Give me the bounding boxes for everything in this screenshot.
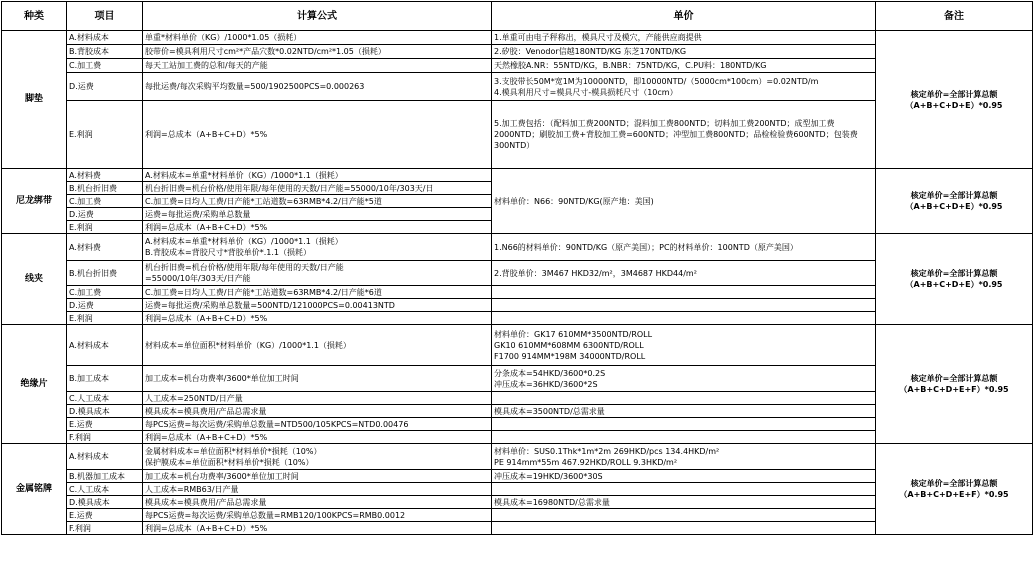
cell-line: 核定单价=全部计算总额 xyxy=(910,269,998,278)
cell-line: （A+B+C+D+E+F）*0.95 xyxy=(899,385,1009,394)
item-cell: B.机器加工成本 xyxy=(67,470,143,483)
table-row xyxy=(2,169,1033,182)
item-cell: A.材料费 xyxy=(67,234,143,261)
price-cell xyxy=(492,299,876,312)
cell-line: 核定单价=全部计算总额 xyxy=(910,374,998,383)
cell-line: 机台折旧费=机台价格/使用年限/每年使用的天数/日产能 xyxy=(145,263,344,272)
price-cell xyxy=(492,45,876,59)
price-cell xyxy=(492,59,876,73)
note-cell xyxy=(876,31,1033,169)
price-cell xyxy=(492,522,876,535)
price-cell xyxy=(492,169,876,234)
price-cell xyxy=(492,392,876,405)
price-cell xyxy=(492,366,876,392)
item-cell: F.利润 xyxy=(67,431,143,444)
price-cell xyxy=(492,234,876,261)
cell-line: 模具成本=模具费用/产品总需求量 xyxy=(145,406,267,416)
formula-cell xyxy=(143,299,492,312)
cell-line: 每PCS运费=每次运费/采购单总数量=RMB120/100KPCS=RMB0.0012 xyxy=(145,510,406,520)
formula-cell xyxy=(143,392,492,405)
formula-cell xyxy=(143,366,492,392)
item-cell: D.运费 xyxy=(67,208,143,221)
item-cell: E.运费 xyxy=(67,509,143,522)
price-cell xyxy=(492,286,876,299)
item-cell: A.材料成本 xyxy=(67,325,143,366)
cell-line: （A+B+C+D+E）*0.95 xyxy=(905,100,1003,110)
price-cell xyxy=(492,418,876,431)
cell-line: PE 914mm*55m 467.92HKD/ROLL 9.3HKD/m² xyxy=(494,457,678,467)
formula-cell xyxy=(143,405,492,418)
cell-line: 利润=总成本（A+B+C+D）*5% xyxy=(145,313,268,323)
cell-line: 材料单价：SUS0.1Thk*1m*2m 269HKD/pcs 134.4HKD/m² xyxy=(494,446,720,456)
price-cell xyxy=(492,431,876,444)
formula-cell xyxy=(143,195,492,208)
cell-line: 运费=每批运费/采购单总数量=500NTD/121000PCS=0.00413NTD xyxy=(145,300,395,310)
formula-cell xyxy=(143,483,492,496)
item-cell: A.材料成本 xyxy=(67,444,143,470)
cell-line: 模具成本=16980NTD/总需求量 xyxy=(494,497,610,507)
formula-cell xyxy=(143,221,492,234)
category-cell: 尼龙绑带 xyxy=(2,169,67,234)
note-cell xyxy=(876,234,1033,325)
formula-cell xyxy=(143,101,492,169)
cell-line: GK10 610MM*608MM 6300NTD/ROLL xyxy=(494,340,644,350)
price-cell xyxy=(492,73,876,101)
header-item: 项目 xyxy=(67,2,143,31)
cell-line: 金属材料成本=单位面积*材料单价*损耗（10%） xyxy=(145,446,322,456)
cell-line: 加工成本=机台功费率/3600*单位加工时间 xyxy=(145,374,299,383)
item-cell: B.机台折旧费 xyxy=(67,182,143,195)
formula-cell xyxy=(143,169,492,182)
item-cell: C.加工费 xyxy=(67,286,143,299)
item-cell: C.加工费 xyxy=(67,59,143,73)
formula-cell xyxy=(143,59,492,73)
formula-cell xyxy=(143,522,492,535)
formula-cell xyxy=(143,31,492,45)
price-cell xyxy=(492,483,876,496)
formula-cell xyxy=(143,418,492,431)
formula-cell xyxy=(143,470,492,483)
item-cell: C.人工成本 xyxy=(67,483,143,496)
formula-cell xyxy=(143,496,492,509)
category-cell: 金属铭牌 xyxy=(2,444,67,535)
formula-cell xyxy=(143,182,492,195)
cell-line: 核定单价=全部计算总额 xyxy=(910,191,998,200)
cell-line: （A+B+C+D+E）*0.95 xyxy=(905,202,1003,211)
header-category: 种类 xyxy=(2,2,67,31)
header-note: 备注 xyxy=(876,2,1033,31)
cell-line: 材料成本=单位面积*材料单价（KG）/1000*1.1（损耗） xyxy=(145,340,351,350)
header-row xyxy=(2,2,1033,31)
header-formula: 计算公式 xyxy=(143,2,492,31)
cell-line: 机台折旧费=机台价格/使用年限/每年使用的天数/日产能=55000/10年/303天/日 xyxy=(145,183,434,193)
cell-line: 人工成本=RMB63/日产量 xyxy=(145,484,239,494)
item-cell: E.利润 xyxy=(67,221,143,234)
table-body xyxy=(2,31,1033,535)
cell-line: 单重*材料单价（KG）/1000*1.05（损耗） xyxy=(145,33,302,42)
table-row xyxy=(2,444,1033,470)
cell-line: 利润=总成本（A+B+C+D）*5% xyxy=(145,432,268,442)
cell-line: 胶带价=模具利用尺寸cm²*产品穴数*0.02NTD/cm²*1.05（损耗） xyxy=(145,47,386,56)
formula-cell xyxy=(143,45,492,59)
table-row xyxy=(2,325,1033,366)
header-unit-price: 单价 xyxy=(492,2,876,31)
price-cell xyxy=(492,312,876,325)
price-cell xyxy=(492,405,876,418)
note-cell xyxy=(876,325,1033,444)
cell-line: 3.支胶带长50M*宽1M为10000NTD，即10000NTD/（5000cm*100cm）=0.02NTD/m xyxy=(494,76,819,86)
price-cell xyxy=(492,496,876,509)
formula-cell xyxy=(143,444,492,470)
cell-line: 利润=总成本（A+B+C+D）*5% xyxy=(145,523,268,533)
formula-cell xyxy=(143,431,492,444)
cell-line: 天然橡胶A.NR：55NTD/KG，B.NBR：75NTD/KG，C.PU料：180NTD/KG xyxy=(494,61,767,70)
price-cell xyxy=(492,509,876,522)
item-cell: D.运费 xyxy=(67,299,143,312)
item-cell: C.加工费 xyxy=(67,195,143,208)
cell-line: =55000/10年/303天/日产能 xyxy=(145,274,251,283)
cell-line: B.背胶成本=背胶尺寸*背胶单价*.1.1（损耗） xyxy=(145,248,311,257)
cell-line: 材料单价：N66：90NTD/KG(原产地：美国) xyxy=(494,196,654,206)
item-cell: D.运费 xyxy=(67,73,143,101)
cell-line: （A+B+C+D+E）*0.95 xyxy=(905,280,1003,289)
item-cell: B.加工成本 xyxy=(67,366,143,392)
cell-line: 模具成本=3500NTD/总需求量 xyxy=(494,406,605,416)
item-cell: E.利润 xyxy=(67,312,143,325)
cell-line: 分条成本=54HKD/3600*0.2S xyxy=(494,368,606,378)
table-row xyxy=(2,234,1033,261)
price-cell xyxy=(492,31,876,45)
note-cell xyxy=(876,169,1033,234)
cell-line: 材料单价：GK17 610MM*3500NTD/ROLL xyxy=(494,329,653,339)
cell-line: 冲压成本=19HKD/3600*30S xyxy=(494,471,603,481)
price-cell xyxy=(492,470,876,483)
cell-line: 利润=总成本（A+B+C+D）*5% xyxy=(145,130,268,139)
formula-cell xyxy=(143,73,492,101)
formula-cell xyxy=(143,208,492,221)
cell-line: 冲压成本=36HKD/3600*2S xyxy=(494,379,598,389)
item-cell: C.人工成本 xyxy=(67,392,143,405)
cell-line: A.材料成本=单重*材料单价（KG）/1000*1.1（损耗） xyxy=(145,170,343,180)
category-cell: 绝缘片 xyxy=(2,325,67,444)
cell-line: （A+B+C+D+E+F）*0.95 xyxy=(899,490,1009,499)
item-cell: B.背胶成本 xyxy=(67,45,143,59)
category-cell: 脚垫 xyxy=(2,31,67,169)
cell-line: 加工成本=机台功费率/3600*单位加工时间 xyxy=(145,471,299,481)
cell-line: 核定单价=全部计算总额 xyxy=(910,479,998,488)
formula-cell xyxy=(143,312,492,325)
cell-line: 5.加工费包括：（配料加工费200NTD；混料加工费800NTD；切料加工费200NTD；成型加工费2000NTD；刷胶加工费+背胶加工费=600NTD；冲型加工费800NTD；品检检验费600NTD；包装费300NTD） xyxy=(494,119,858,150)
price-cell xyxy=(492,261,876,286)
cell-line: 每PCS运费=每次运费/采购单总数量=NTD500/105KPCS=NTD0.00476 xyxy=(145,419,409,429)
formula-cell xyxy=(143,261,492,286)
item-cell: F.利润 xyxy=(67,522,143,535)
cost-table xyxy=(1,1,1033,535)
item-cell: A.材料费 xyxy=(67,169,143,182)
formula-cell xyxy=(143,234,492,261)
item-cell: B.机台折旧费 xyxy=(67,261,143,286)
cell-line: 运费=每批运费/采购单总数量 xyxy=(145,209,251,219)
cell-line: A.材料成本=单重*材料单价（KG）/1000*1.1（损耗） xyxy=(145,237,343,246)
cell-line: 4.模具利用尺寸=模具尺寸-模具损耗尺寸（10cm） xyxy=(494,87,678,97)
cell-line: 保护膜成本=单位面积*材料单价*损耗（10%） xyxy=(145,457,314,467)
formula-cell xyxy=(143,509,492,522)
price-cell xyxy=(492,444,876,470)
price-cell xyxy=(492,325,876,366)
cell-line: 2.背胶单价：3M467 HKD32/m²，3M4687 HKD44/m² xyxy=(494,268,697,278)
item-cell: A.材料成本 xyxy=(67,31,143,45)
cell-line: 1.N66的材料单价：90NTD/KG（原产美国）；PC的材料单价：100NTD（原产美国） xyxy=(494,242,798,252)
note-cell xyxy=(876,444,1033,535)
price-cell xyxy=(492,101,876,169)
formula-cell xyxy=(143,286,492,299)
cell-line: 模具成本=模具费用/产品总需求量 xyxy=(145,497,267,507)
table-row xyxy=(2,31,1033,45)
formula-cell xyxy=(143,325,492,366)
category-cell: 线夹 xyxy=(2,234,67,325)
cell-line: 每天工站加工费的总和/每天的产能 xyxy=(145,61,268,70)
cell-line: 利润=总成本（A+B+C+D）*5% xyxy=(145,222,268,232)
cell-line: 人工成本=250NTD/日产量 xyxy=(145,393,243,403)
item-cell: E.运费 xyxy=(67,418,143,431)
cell-line: F1700 914MM*198M 34000NTD/ROLL xyxy=(494,351,646,361)
cell-line: C.加工费=日均人工费/日产能*工站道数=63RMB*4.2/日产能*6道 xyxy=(145,287,382,297)
item-cell: E.利润 xyxy=(67,101,143,169)
cell-line: 2.矽胶：Venodor信越180NTD/KG 东芝170NTD/KG xyxy=(494,47,687,56)
cell-line: 核定单价=全部计算总额 xyxy=(910,89,998,99)
cell-line: 1.单重可由电子秤称出，模具尺寸及模穴，产能供应商提供 xyxy=(494,33,702,42)
cell-line: 每批运费/每次采购平均数量=500/1902500PCS=0.000263 xyxy=(145,82,365,91)
item-cell: D.模具成本 xyxy=(67,496,143,509)
item-cell: D.模具成本 xyxy=(67,405,143,418)
cell-line: C.加工费=日均人工费/日产能*工站道数=63RMB*4.2/日产能*5道 xyxy=(145,196,382,206)
